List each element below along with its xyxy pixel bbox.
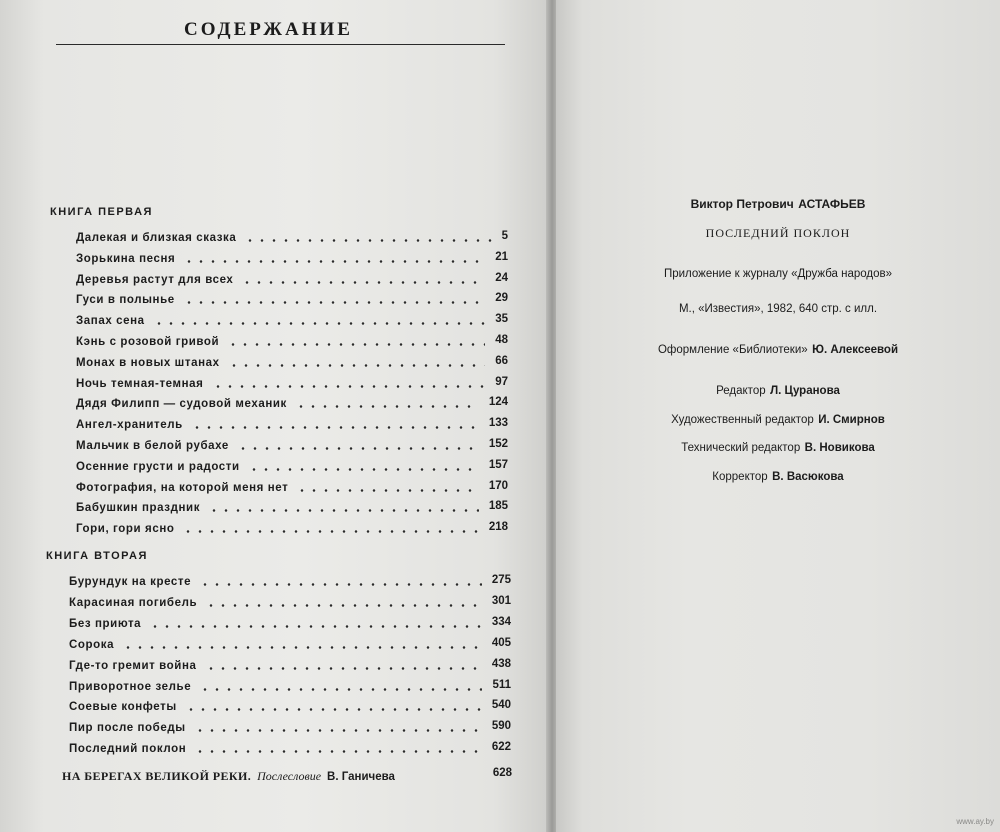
- toc-entry-title: Пир после победы: [69, 722, 186, 735]
- toc-entry: [76, 457, 508, 473]
- dot-leader: [227, 343, 485, 346]
- toc-entry: [76, 311, 508, 327]
- toc-entry-page: 540: [491, 699, 511, 712]
- toc-entry: [76, 394, 508, 410]
- toc-entry-page: 21: [495, 250, 508, 263]
- dot-leader: [208, 509, 479, 512]
- toc-entry: [69, 635, 511, 651]
- toc-entry: [76, 270, 508, 286]
- toc-entry: [76, 290, 508, 306]
- toc-entry-title: Ночь темная-темная: [76, 377, 204, 390]
- toc-entry-title: Мальчик в белой рубахе: [76, 440, 229, 452]
- tech-editor-label: Технический редактор: [681, 442, 801, 454]
- toc-entry-title: Гори, гори ясно: [76, 523, 175, 536]
- toc-entry-page: 35: [495, 313, 508, 326]
- toc-entry-title: Где-то гремит война: [69, 659, 197, 672]
- toc-entry: [69, 739, 511, 755]
- dot-leader: [191, 426, 479, 429]
- dot-leader: [212, 385, 486, 388]
- toc-entry: [76, 415, 508, 431]
- toc-entry: [76, 498, 508, 514]
- afterword-author: В. Ганичева: [327, 771, 395, 783]
- toc-entry-page: 29: [495, 292, 508, 305]
- dot-leader: [194, 750, 482, 753]
- dot-leader: [205, 604, 482, 607]
- toc-entry-title: Ангел-хранитель: [76, 419, 183, 432]
- toc-entry: [76, 478, 508, 494]
- toc-entry: [76, 519, 508, 535]
- dot-leader: [182, 530, 478, 533]
- toc-entry: [69, 614, 511, 630]
- dot-leader: [153, 322, 486, 325]
- title-divider: [56, 44, 505, 45]
- toc-entry-page: 438: [491, 657, 511, 670]
- toc-entry-title: Бабушкин праздник: [76, 502, 201, 515]
- dot-leader: [194, 729, 482, 732]
- dot-leader: [122, 646, 482, 649]
- toc-entry-page: 5: [501, 230, 508, 242]
- afterword-title: НА БЕРЕГАХ ВЕЛИКОЙ РЕКИ.: [62, 769, 252, 783]
- toc-entry: [69, 572, 511, 588]
- supplement-text: Приложение к журналу «Дружба народов»: [663, 268, 893, 280]
- author-line: [556, 195, 1000, 213]
- art-editor-name: И. Смирнов: [818, 414, 885, 426]
- tech-editor-name: В. Новикова: [804, 442, 875, 454]
- design-line: [556, 340, 1000, 358]
- toc-entry-title: Осенние грусти и радости: [76, 460, 240, 473]
- publication-text: М., «Известия», 1982, 640 стр. с илл.: [678, 303, 878, 315]
- art-editor-line: [556, 410, 1000, 428]
- dot-leader: [199, 688, 482, 691]
- supplement-line: [556, 264, 1000, 282]
- dot-leader: [228, 364, 486, 367]
- author-surname: АСТАФЬЕВ: [798, 197, 866, 211]
- toc-entry: [76, 332, 508, 348]
- toc-entry: [69, 593, 511, 609]
- toc-entry: [69, 677, 511, 693]
- toc-entry-title: Карасиная погибель: [69, 596, 198, 609]
- toc-entry-page: 124: [488, 396, 508, 409]
- afterword-label: Послесловие: [257, 769, 322, 783]
- dot-leader: [241, 281, 485, 284]
- editor-label: Редактор: [716, 385, 766, 397]
- book-title-line: [556, 224, 1000, 242]
- editor-name: Л. Цуранова: [770, 385, 840, 397]
- toc-entry-page: 334: [491, 615, 511, 628]
- dot-leader: [199, 583, 482, 586]
- toc-entry-page: 405: [491, 636, 511, 649]
- dot-leader: [296, 489, 478, 492]
- toc-entry-page: 66: [495, 354, 508, 367]
- toc-entry-title: Бурундук на кресте: [69, 576, 192, 588]
- toc-entry-title: Деревья растут для всех: [76, 273, 234, 286]
- toc-entry-page: 218: [488, 521, 508, 534]
- toc-entry: [69, 697, 511, 713]
- toc-entry: [69, 718, 511, 734]
- toc-entry-title: Монах в новых штанах: [76, 356, 220, 369]
- right-page-imprint: [556, 0, 1000, 832]
- toc-entry-title: Сорока: [69, 638, 115, 651]
- dot-leader: [185, 708, 482, 711]
- toc-entry-title: Гуси в полынье: [76, 294, 175, 307]
- art-editor-label: Художественный редактор: [671, 414, 814, 426]
- dot-leader: [237, 447, 479, 450]
- toc-entry-page: 152: [488, 438, 508, 450]
- watermark-text: www.ay.by: [956, 817, 994, 826]
- toc-entry-title: Зорькина песня: [76, 252, 176, 265]
- proofreader-name: В. Васюкова: [772, 471, 844, 483]
- afterword-page: 628: [492, 767, 512, 779]
- toc-entry: [76, 249, 508, 265]
- toc-entry-page: 48: [495, 334, 508, 346]
- toc-entry-title: Кэнь с розовой гривой: [76, 336, 220, 348]
- dot-leader: [205, 667, 482, 670]
- toc-entry: [76, 228, 508, 244]
- author-first-names: Виктор Петрович: [690, 197, 794, 211]
- dot-leader: [183, 260, 485, 263]
- toc-entry-title: Далекая и близкая сказка: [76, 232, 237, 244]
- dot-leader: [248, 468, 479, 471]
- toc-entry-page: 170: [488, 479, 508, 492]
- toc-entry: [76, 374, 508, 390]
- toc-entry-title: Соевые конфеты: [69, 701, 177, 714]
- dot-leader: [295, 405, 479, 408]
- toc-entry-page: 275: [491, 574, 511, 586]
- publication-line: [556, 299, 1000, 317]
- book-title: ПОСЛЕДНИЙ ПОКЛОН: [705, 226, 851, 240]
- book-one-heading: КНИГА ПЕРВАЯ: [50, 206, 153, 218]
- afterword-entry: [62, 767, 512, 783]
- toc-entry: [76, 436, 508, 452]
- dot-leader: [149, 625, 482, 628]
- toc-entry-title: Приворотное зелье: [69, 680, 192, 693]
- tech-editor-line: [556, 438, 1000, 456]
- toc-entry-page: 97: [495, 375, 508, 388]
- toc-entry-page: 24: [495, 271, 508, 284]
- proofreader-line: [556, 467, 1000, 485]
- toc-entry-page: 133: [488, 417, 508, 430]
- toc-entry-page: 157: [488, 458, 508, 471]
- editor-line: [556, 381, 1000, 399]
- proofreader-label: Корректор: [712, 471, 768, 483]
- toc-entry-title: Запах сена: [76, 315, 145, 328]
- contents-title: СОДЕРЖАНИЕ: [184, 19, 353, 40]
- toc-entry-page: 185: [488, 500, 508, 513]
- toc-entry-page: 622: [491, 741, 511, 754]
- design-label: Оформление «Библиотеки»: [657, 344, 808, 356]
- book-two-heading: КНИГА ВТОРАЯ: [46, 550, 148, 562]
- toc-entry: [76, 353, 508, 369]
- dot-leader: [183, 301, 485, 304]
- toc-entry-title: Без приюта: [69, 617, 142, 630]
- toc-entry: [69, 656, 511, 672]
- toc-entry-page: 511: [492, 678, 511, 691]
- toc-entry-title: Фотография, на которой меня нет: [76, 481, 289, 494]
- toc-entry-title: Последний поклон: [69, 743, 187, 756]
- design-name: Ю. Алексеевой: [812, 344, 899, 356]
- toc-entry-page: 590: [491, 720, 511, 733]
- dot-leader: [244, 239, 491, 242]
- toc-entry-page: 301: [491, 594, 511, 607]
- toc-entry-title: Дядя Филипп — судовой механик: [76, 398, 287, 411]
